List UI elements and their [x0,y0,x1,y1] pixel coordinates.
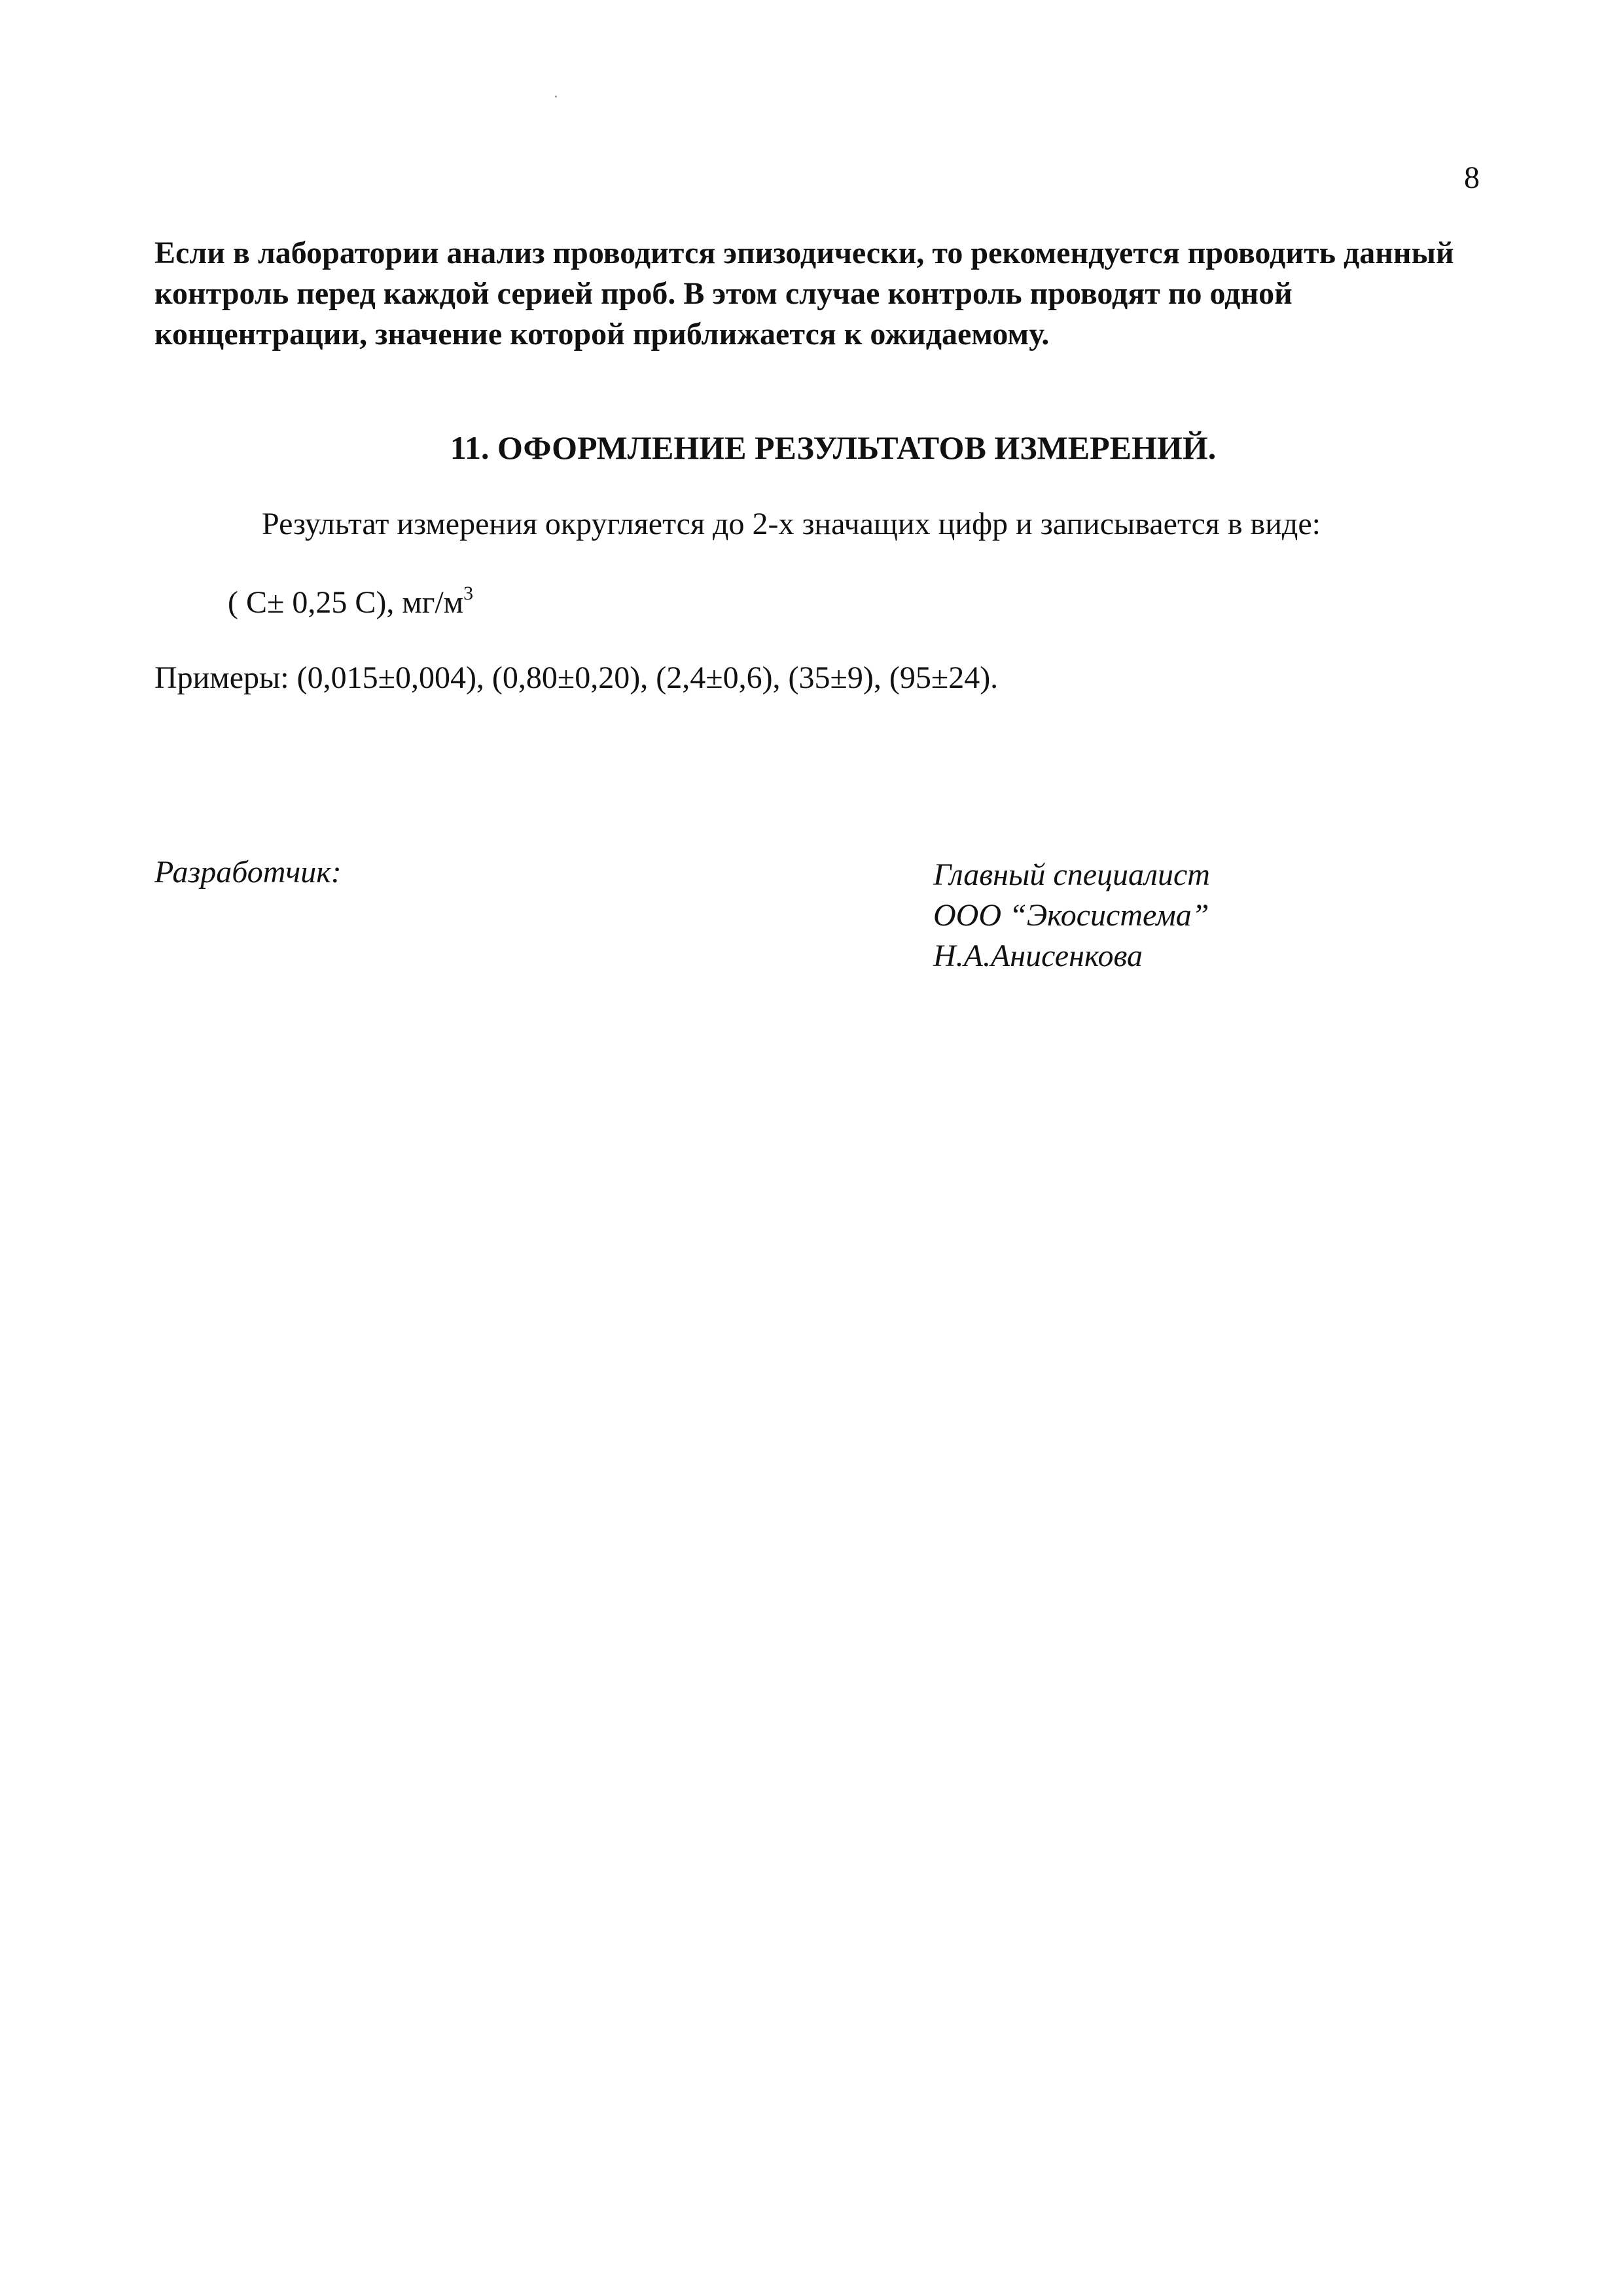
formula-text: ( С± 0,25 С), мг/м [228,585,464,620]
intro-line: концентрации, значение которой приближается к ожидаемому. [154,317,1050,351]
signature-name: Н.А.Анисенкова [933,939,1143,973]
scan-speck [555,96,557,98]
result-formula [228,583,473,623]
signature-organization: ООО “Экосистема” [933,898,1209,933]
page-number: 8 [1464,160,1480,195]
signature-position: Главный специалист [933,857,1210,892]
intro-paragraph [154,233,1470,355]
section-heading: 11. ОФОРМЛЕНИЕ РЕЗУЛЬТАТОВ ИЗМЕРЕНИЙ. [450,429,1217,466]
intro-line: контроль перед каждой серией проб. В этом случае контроль проводят по одной [154,276,1293,311]
examples-line: Примеры: (0,015±0,004), (0,80±0,20), (2,4±0,6), (35±9), (95±24). [154,660,999,695]
result-description: Результат измерения округляется до 2-х значащих цифр и записывается в виде: [262,507,1321,541]
formula-superscript: 3 [463,583,474,604]
intro-line: Если в лаборатории анализ проводится эпизодически, то рекомендуется проводить данный [154,236,1454,270]
developer-label: Разработчик: [154,855,342,889]
signature-block [933,855,1210,977]
